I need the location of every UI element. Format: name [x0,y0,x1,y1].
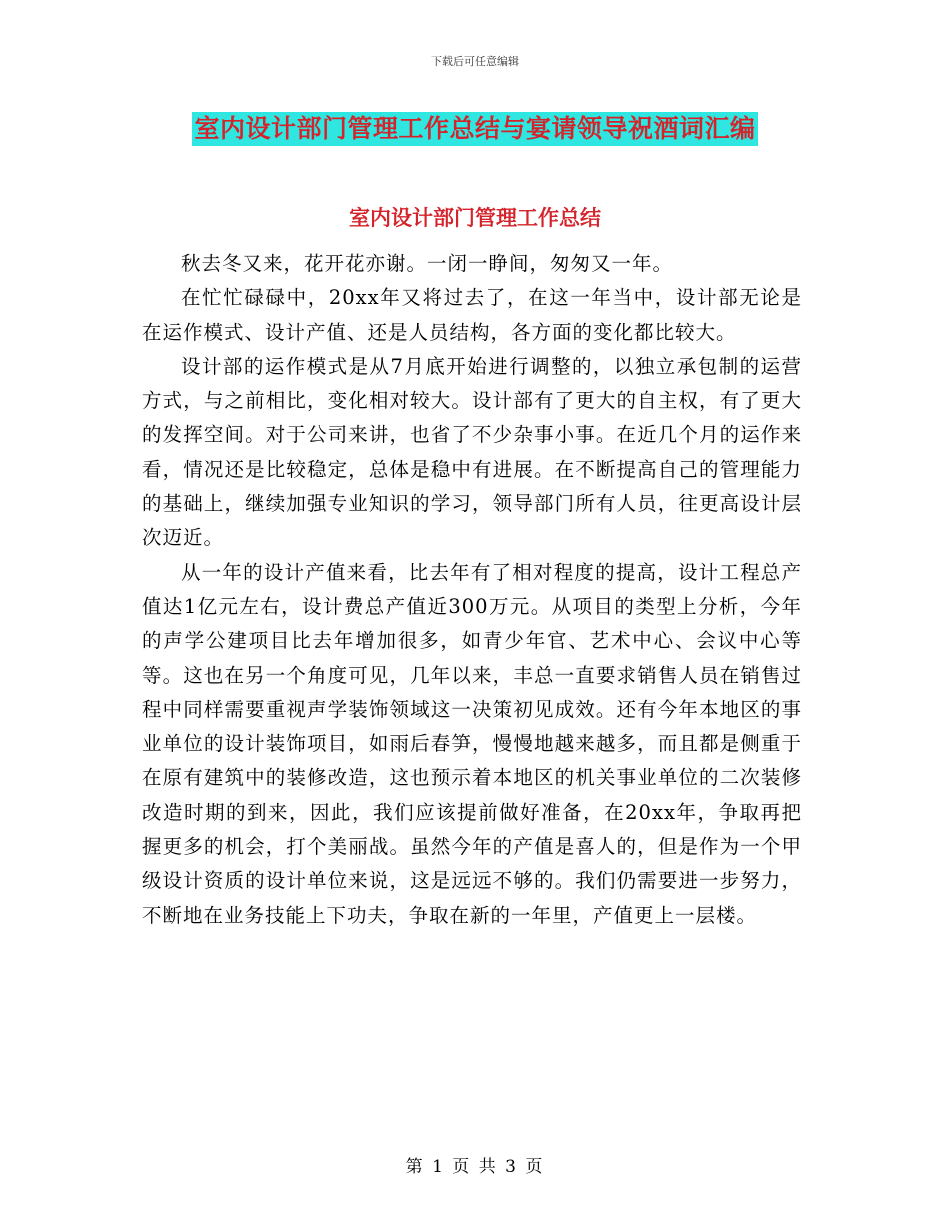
page-number-footer: 第 1 页 共 3 页 [405,1157,545,1177]
paragraph: 在忙忙碌碌中，20xx年又将过去了，在这一年当中，设计部无论是在运作模式、设计产值、还是人员结构，各方面的变化都比较大。 [142,286,802,344]
main-title-wrap [0,112,950,146]
body-text [142,247,802,933]
paragraph: 设计部的运作模式是从7月底开始进行调整的，以独立承包制的运营方式，与之前相比，变化相对较大。设计部有了更大的自主权，有了更大的发挥空间。对于公司来讲，也省了不少杂事小事。在近几个月的运作来看，情况还是比较稳定，总体是稳中有进展。在不断提高自己的管理能力的基础上，继续加强专业知识的学习，领导部门所有人员，往更高设计层次迈近。 [142,354,802,550]
paragraph: 从一年的设计产值来看，比去年有了相对程度的提高，设计工程总产值达1亿元左右，设计费总产值近300万元。从项目的类型上分析，今年的声学公建项目比去年增加很多，如青少年官、艺术中心、会议中心等等。这也在另一个角度可见，几年以来，丰总一直要求销售人员在销售过程中同样需要重视声学装饰领域这一决策初见成效。还有今年本地区的事业单位的设计装饰项目，如雨后春笋，慢慢地越来越多，而且都是侧重于在原有建筑中的装修改造，这也预示着本地区的机关事业单位的二次装修改造时期的到来，因此，我们应该提前做好准备，在20xx年，争取再把握更多的机会，打个美丽战。虽然今年的产值是喜人的，但是作为一个甲级设计资质的设计单位来说，这是远远不够的。我们仍需要进一步努力，不断地在业务技能上下功夫，争取在新的一年里，产值更上一层楼。 [142,560,802,927]
paragraph: 秋去冬又来，花开花亦谢。一闭一睁间，匆匆又一年。 [181,252,674,275]
main-title: 室内设计部门管理工作总结与宴请领导祝酒词汇编 [192,112,757,146]
header-note: 下载后可任意编辑 [431,55,519,68]
section-title: 室内设计部门管理工作总结 [349,205,601,230]
